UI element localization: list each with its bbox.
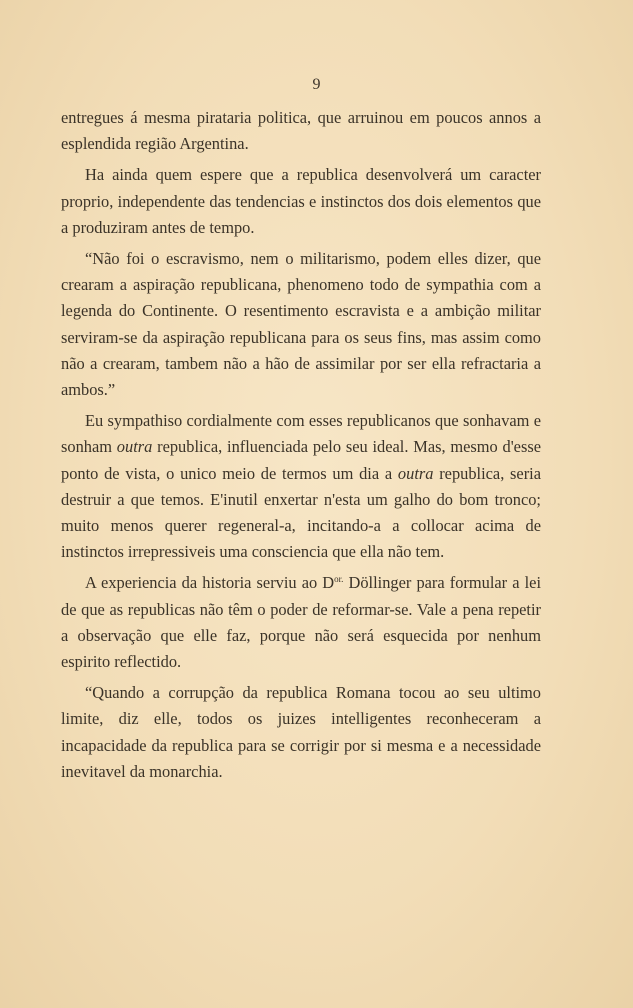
italic-outra-2: outra: [397, 463, 434, 483]
paragraph-5: [61, 570, 541, 675]
paragraph-4-part-3: republica, seria destruir a que temos. E'inutil enxertar n'esta um galho do bom tronco; muito menos querer regeneral-a, incitando-a a collocar acima de instinctos irrepressiveis uma consciencia que ella não tem.: [61, 463, 541, 562]
italic-outra-1: outra: [116, 437, 153, 457]
paragraph-4-part-1: Eu sympathiso cordialmente com esses republicanos que sonhavam e sonham: [61, 411, 541, 457]
paragraph-4-part-2: republica, influenciada pelo seu ideal. Mas, mesmo d'esse ponto de vista, o unico meio de termos um dia a: [61, 437, 541, 483]
paragraph-5-part-1: A experiencia da historia serviu ao D: [85, 573, 335, 593]
doctor-superscript: or.: [334, 574, 344, 585]
page-number: 9: [312, 76, 321, 93]
paragraph-6-quote: “Quando a corrupção da republica Romana tocou ao seu ultimo limite, diz elle, todos os juizes intelligentes reconheceram a incapacidade da republica para se corrigir por si mesma e a necessidade inevitavel da monarchia.: [61, 683, 541, 781]
paragraph-1: entregues á mesma pirataria politica, que arruinou em poucos annos a esplendida região Argentina.: [61, 108, 541, 154]
paragraph-3-quote: “Não foi o escravismo, nem o militarismo, podem elles dizer, que crearam a aspiração republicana, phenomeno todo de sympathia com a legenda do Continente. O resentimento escravista e a ambição militar serviram-se da aspiração republicana para os seus fins, mas assim como não a crearam, tambem não a hão de assimilar por ser ella refractaria a ambos.”: [61, 249, 541, 400]
paragraph-4: [61, 408, 541, 565]
paragraph-2: Ha ainda quem espere que a republica desenvolverá um caracter proprio, independente das tendencias e instinctos dos dois elementos que a produziram antes de tempo.: [61, 165, 541, 237]
body-text: [61, 105, 541, 785]
paragraph-5-part-2: Döllinger para formular a lei de que as republicas não têm o poder de reformar-se. Vale a pena repetir a observação que elle faz, porque não será esquecida por nenhum espirito reflectido.: [61, 573, 541, 672]
